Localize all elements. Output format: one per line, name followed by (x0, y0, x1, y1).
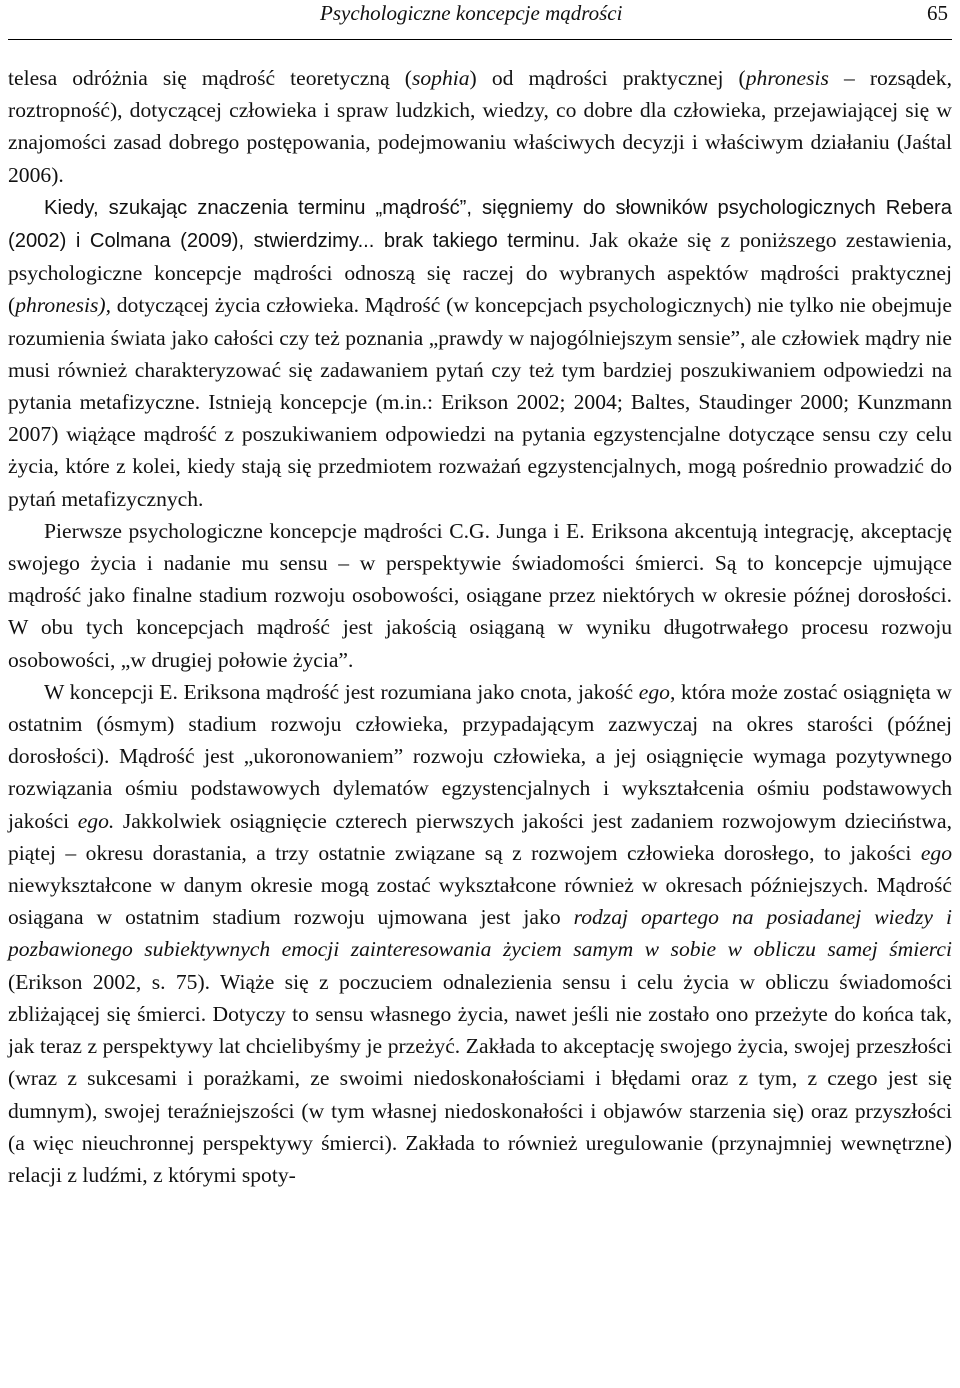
italic-text: rodzaj opartego na posiadanej wiedzy i pozbawionego subiektywnych emocji zainteresowania życiem samym w sobie w obliczu samej śmierci (8, 905, 952, 962)
page-number: 65 (927, 1, 948, 25)
text-run: Jak okaże się z poniższego zestawienia, psychologiczne koncepcje mądrości odnoszą się raczej do wybranych aspektów mądrości praktycznej ( (8, 228, 952, 318)
text-run: Pierwsze psychologiczne koncepcje mądrości C.G. Junga i E. Eriksona akcentują integrację, akceptację swojego życia i nadanie mu sensu – w perspektywie świadomości śmierci. Są to koncepcje ujmujące mądrość jako finalne stadium rozwoju osobowości, osiągane przez niektórych w okresie późnej dorosłości. W obu tych koncepcjach mądrość jest jakością osiąganą w wyniku długotrwałego procesu rozwoju osobowości, „w drugiej połowie życia”. (8, 518, 952, 672)
paragraph-4 (8, 676, 952, 1191)
text-run: telesa odróżnia się mądrość teoretyczną ( (8, 66, 412, 90)
paragraph-2 (8, 191, 952, 515)
text-run: (Erikson 2002, s. 75). Wiąże się z poczuciem odnalezienia sensu i celu życia w obliczu świadomości zbliżającej się śmierci. Dotyczy to sensu własnego życia, nawet jeśli nie zostało ono przeżyte do końca tak, jak teraz z perspektywy lat chcielibyśmy je przeżyć. Zakłada to akceptację swojego życia, swojej przeszłości (wraz z sukcesami i porażkami, ze swoimi niedoskonałościami i błędami oraz z tym, z czego jest się dumnym), swojej teraźniejszości (w tym własnej niedoskonałości i objawów starzenia się) oraz przyszłości (a więc nieuchronnej perspektywy śmierci). Zakłada to również uregulowanie (przynajmniej wewnętrzne) relacji z ludźmi, z którymi spoty- (8, 969, 952, 1187)
italic-text: ego. (77, 808, 115, 833)
running-header (8, 0, 952, 40)
document-body (8, 62, 952, 1191)
paragraph-3 (8, 515, 952, 676)
text-run: W koncepcji E. Eriksona mądrość jest rozumiana jako cnota, jakość (44, 679, 639, 704)
italic-text: phronesis), (15, 293, 111, 318)
paragraph-1 (8, 62, 952, 191)
italic-text: phronesis (745, 66, 829, 90)
text-run: dotyczącej życia człowieka. Mądrość (w koncepcjach psychologicznych) nie tylko nie obejmuje rozumienia świata jako całości czy też poznania „prawdy w najogólniejszym sensie”, ale człowiek mądry nie musi również charakteryzować się zadawaniem pytań czy też tym bardziej poszukiwaniem odpowiedzi na pytania metafizyczne. Istnieją koncepcje (m.in.: Erikson 2002; 2004; Baltes, Staudinger 2000; Kunzmann 2007) wiążące mądrość z poszukiwaniem odpowiedzi na pytania egzystencjalne dotyczące sensu czy celu życia, które z kolei, kiedy stają się przedmiotem rozważań egzystencjalnych, mogą pośrednio prowadzić do pytań metafizycznych. (8, 293, 952, 511)
text-run: Jakkolwiek osiągnięcie czterech pierwszych jakości jest zadaniem rozwojowym dzieciństwa, piątej – okresu dorastania, a trzy ostatnie związane są z rozwojem człowieka dorosłego, to jakości (8, 808, 952, 865)
italic-text: ego (920, 840, 952, 865)
running-title: Psychologiczne koncepcje mądrości (320, 1, 623, 25)
text-run: , która może zostać osiągnięta w ostatnim (ósmym) stadium rozwoju człowieka, przypadającym zazwyczaj na okres starości (późnej dorosłości). Mądrość jest „ukoronowaniem” rozwoju człowieka, a jej osiągnięcie wymaga pozytywnego rozwiązania ośmiu podstawowych dylematów egzystencjalnych i wykształcenia ośmiu podstawowych jakości (8, 679, 952, 833)
text-run: niewykształcone w danym okresie mogą zostać wykształcone również w okresach późniejszych. Mądrość osiągana w ostatnim stadium rozwoju ujmowana jest jako (8, 873, 952, 930)
italic-text: sophia (411, 66, 470, 90)
text-run: ) od mądrości praktycznej ( (469, 66, 746, 90)
text-run: – rozsądek, roztropność), dotyczącej człowieka i spraw ludzkich, wiedzy, co dobre dla człowieka, przejawiającej się w znajomości zasad dobrego postępowania, podejmowaniu właściwych decyzji i właściwym działaniu (Jaśtal 2006). (8, 66, 953, 187)
text-run: Kiedy, szukając znaczenia terminu „mądrość”, sięgniemy do słowników psychologicznych Rebera (2002) i Colmana (2009), stwierdzimy... brak takiego terminu. (8, 196, 952, 253)
italic-text: ego (638, 679, 670, 704)
